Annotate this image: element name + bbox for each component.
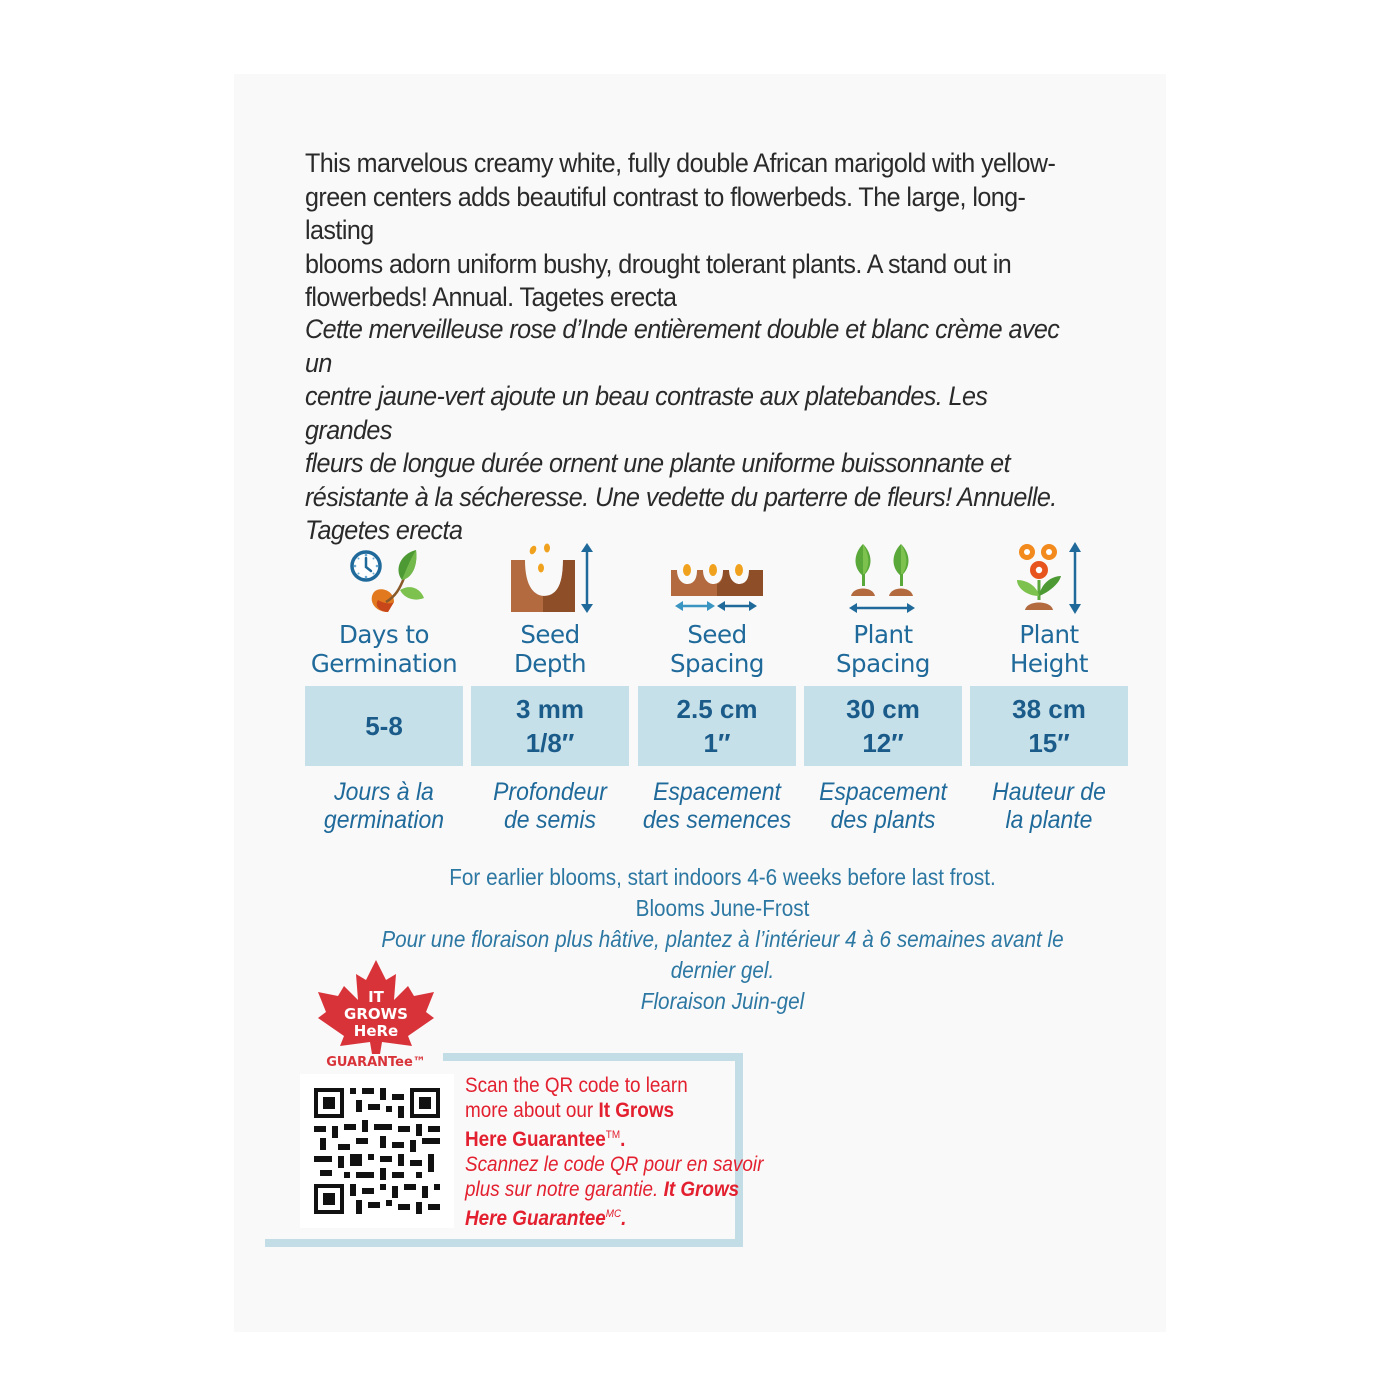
label-line: Seed [687,620,747,649]
badge-guarantee-text: GUARANTee™ [326,1055,426,1070]
label-line: Plant [1019,620,1079,649]
value-metric: 2.5 cm [676,694,758,724]
label-line: des plants [830,806,936,834]
label-line: Days to [338,620,430,649]
clock-seedling-icon [305,540,463,618]
label-line: Depth [513,649,587,678]
label-line: des semences [642,806,792,834]
label-french [306,778,462,834]
value-metric: 3 mm [516,694,584,724]
label-line: Espacement [653,778,781,806]
qr-guarantee-text [465,1073,764,1231]
label-english [804,620,962,678]
label-english [305,620,463,678]
brand-name: Here Guarantee [465,1128,606,1151]
qr-text-line [465,1123,708,1152]
qr-text-line [465,1098,708,1123]
label-english [970,620,1128,678]
qr-code[interactable] [300,1074,454,1228]
trademark: MC [605,1208,622,1220]
label-line: Plant [853,620,913,649]
value-metric: 38 cm [1012,694,1086,724]
label-line: Espacement [819,778,947,806]
badge-text: IT [368,988,384,1006]
qr-text-line [465,1152,764,1177]
label-line: Germination [310,649,458,678]
badge-text: HeRe [353,1022,399,1040]
label-english [638,620,796,678]
value-imperial: 1″ [703,728,731,758]
description-line: flowerbeds! Annual. Tagetes erecta [305,282,677,312]
punctuation: . [621,1207,627,1230]
value-cell [970,686,1128,766]
description-line: green centers adds beautiful contrast to flowerbeds. The large, long-lasting [305,181,1026,245]
seed-spacing-icon [638,540,796,618]
qr-text-en: more about our [465,1099,599,1122]
description-line: Cette merveilleuse rose d’Inde entièrement double et blanc crème avec un [305,314,1060,378]
description-line: Tagetes erecta [305,515,463,545]
label-line: Profondeur [493,778,607,806]
value-imperial: 12″ [862,728,904,758]
description-french [305,313,1068,548]
seed-depth-icon [471,540,629,618]
tip-french: Pour une floraison plus hâtive, plantez à l’intérieur 4 à 6 semaines avant le dernier gel. [381,926,1064,983]
label-line: Spacing [670,649,764,678]
qr-text-fr: plus sur notre garantie. [465,1178,664,1201]
label-line: Spacing [836,649,930,678]
description-line: fleurs de longue durée ornent une plante uniforme buissonnante et [305,448,1011,478]
qr-code-icon [300,1074,454,1228]
label-french [805,778,961,834]
qr-text-line [465,1073,708,1098]
qr-text-line [465,1177,740,1202]
label-line: Height [1010,649,1088,678]
description-line: blooms adorn uniform bushy, drought tolerant plants. A stand out in [305,248,1012,279]
label-line: de semis [503,806,597,834]
label-line: Seed [520,620,580,649]
label-french [472,778,628,834]
value-cell [471,686,629,766]
trademark: TM [605,1129,621,1141]
value-cell [305,686,463,766]
label-french [639,778,795,834]
badge-text: GROWS [344,1005,408,1023]
value-metric: 30 cm [846,694,920,724]
frame-border-bottom [265,1239,743,1247]
qr-text-en: Scan the QR code to learn [465,1074,688,1097]
label-line: la plante [1005,806,1093,834]
qr-text-fr: Scannez le code QR pour en savoir [465,1153,764,1176]
value-metric: 5-8 [365,711,403,741]
description-line: résistante à la sécheresse. Une vedette du parterre de fleurs! Annuelle. [305,481,1057,512]
value-cell [804,686,962,766]
brand-name: It Grows [598,1099,675,1122]
plant-spacing-icon [804,540,962,618]
frame-border-top [443,1053,743,1061]
description-english [305,147,1068,315]
frame-border-right [735,1053,743,1247]
label-line: germination [323,806,445,834]
tip-english: For earlier blooms, start indoors 4-6 weeks before last frost. [449,864,996,890]
punctuation: . [620,1128,626,1151]
description-line: centre jaune-vert ajoute un beau contraste aux platebandes. Les grandes [305,381,988,445]
bloom-period-english: Blooms June-Frost [635,895,810,921]
brand-name: Here Guarantee [465,1207,606,1230]
value-cell [638,686,796,766]
label-french [971,778,1127,834]
label-line: Jours à la [334,778,434,806]
value-imperial: 15″ [1028,728,1070,758]
qr-text-line [465,1202,708,1231]
description-line: This marvelous creamy white, fully double African marigold with yellow- [305,148,1056,178]
label-english [471,620,629,678]
label-line: Hauteur de [992,778,1106,806]
bloom-period-french: Floraison Juin-gel [640,988,805,1014]
value-imperial: 1/8″ [525,728,575,758]
brand-name: It Grows [663,1178,740,1201]
plant-height-icon [970,540,1128,618]
